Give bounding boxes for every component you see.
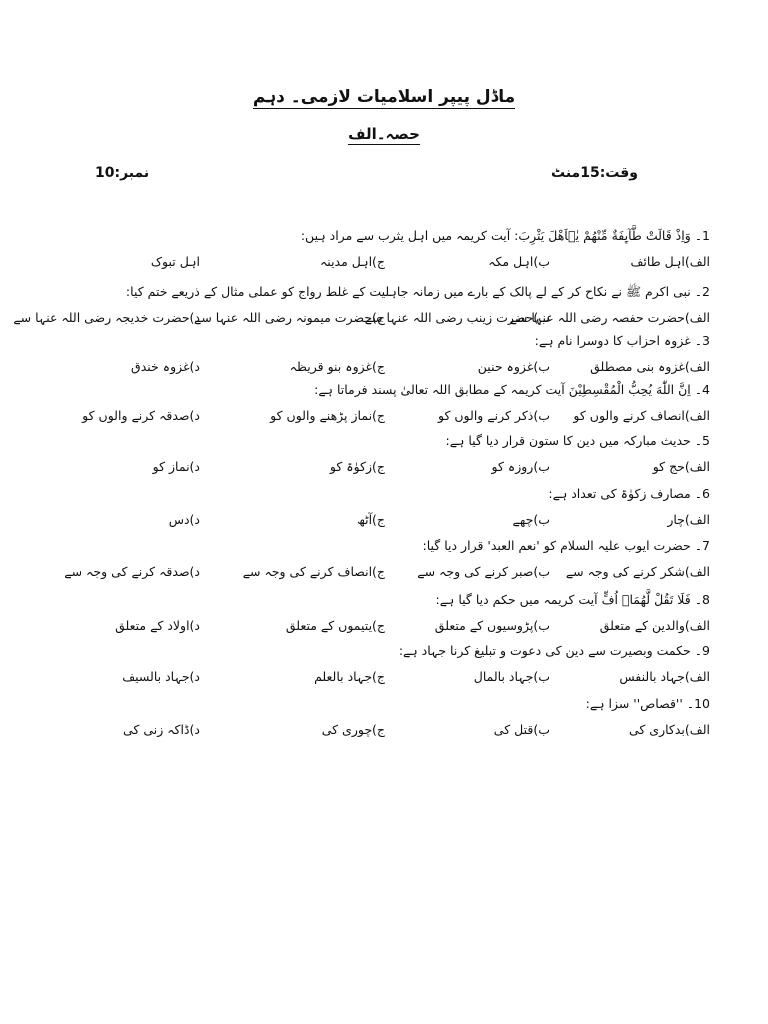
option-2: ب)غزوہ حنین xyxy=(477,359,550,374)
options-row xyxy=(55,618,710,636)
question-text: 5۔ حدیث مبارکہ میں دین کا ستون قرار دیا گیا ہے: xyxy=(445,433,710,448)
option-1: الف)حج کو xyxy=(652,459,710,474)
option-1: الف)حضرت حفصہ رضی اللہ عنہا سے xyxy=(509,310,710,325)
option-4: د)اولاد کے متعلق xyxy=(115,618,200,633)
section-heading: حصہ۔الف xyxy=(348,125,420,143)
option-1: الف)غزوہ بنی مصطلق xyxy=(590,359,710,374)
question-text: 10۔ ''قصاص'' سزا ہے: xyxy=(585,696,710,711)
option-2: ب)جہاد بالمال xyxy=(473,669,550,684)
question-text: 6۔ مصارف زکوٰۃ کی تعداد ہے: xyxy=(548,486,710,501)
options-row xyxy=(55,408,710,426)
options-row xyxy=(55,722,710,740)
question-text: 7۔ حضرت ایوب علیہ السلام کو 'نعم العبد' قرار دیا گیا: xyxy=(422,538,710,553)
option-4: د)ڈاکہ زنی کی xyxy=(122,722,200,737)
option-4: د)جہاد بالسیف xyxy=(122,669,200,684)
option-2: ب)اہل مکہ xyxy=(488,254,550,269)
option-1: الف)جہاد بالنفس xyxy=(619,669,710,684)
option-4: د)صدقہ کرنے والوں کو xyxy=(82,408,200,423)
option-3: ج)زکوٰۃ کو xyxy=(329,459,385,474)
option-3: ج)آٹھ xyxy=(357,512,385,527)
option-4: د)نماز کو xyxy=(152,459,200,474)
options-row xyxy=(55,512,710,530)
option-2: ب)چھے xyxy=(512,512,550,527)
time-allowed: وقت:15منٹ xyxy=(551,165,638,181)
option-1: الف)چار xyxy=(667,512,710,527)
question-text: 4۔ اِنَّ اللّٰهَ یُحِبُّ الْمُقْسِطِیْنَ آیت کریمہ کے مطابق اللہ تعالیٰ پسند فرماتا ہے: xyxy=(314,382,710,397)
option-4: د)دس xyxy=(168,512,200,527)
option-3: ج)نماز پڑھنے والوں کو xyxy=(270,408,385,423)
question-text: 1۔ وَاِذْ قَالَتْ طَّآىِٕفَةٌ مِّنْهُمْ یٰۤاَهْلَ یَثْرِبَ: آیت کریمہ میں اہل یثرب سے مراد ہیں: xyxy=(300,228,710,243)
option-4: د)صدقہ کرنے کی وجہ سے xyxy=(64,564,200,579)
options-row xyxy=(55,254,710,272)
question-text: 9۔ حکمت وبصیرت سے دین کی دعوت و تبلیغ کرنا جہاد ہے: xyxy=(398,643,710,658)
total-marks: نمبر:10 xyxy=(95,165,150,181)
option-2: ب)ذکر کرنے والوں کو xyxy=(438,408,550,423)
question-text: 3۔ غزوہ احزاب کا دوسرا نام ہے: xyxy=(534,333,710,348)
option-1: الف)انصاف کرنے والوں کو xyxy=(573,408,710,423)
options-row xyxy=(55,459,710,477)
option-2: ب)قتل کی xyxy=(493,722,550,737)
paper-title: ماڈل پیپر اسلامیات لازمی۔ دہم xyxy=(252,87,516,107)
option-1: الف)والدین کے متعلق xyxy=(599,618,710,633)
option-3: ج)حضرت میمونہ رضی اللہ عنہا سے xyxy=(194,310,385,325)
option-3: ج)اہل مدینہ xyxy=(319,254,385,269)
option-3: ج)یتیموں کے متعلق xyxy=(285,618,385,633)
option-3: ج)انصاف کرنے کی وجہ سے xyxy=(242,564,385,579)
options-row xyxy=(55,669,710,687)
option-4: اہل تبوک xyxy=(150,254,200,269)
option-2: ب)پڑوسیوں کے متعلق xyxy=(434,618,550,633)
options-row xyxy=(13,310,710,328)
option-4: د)حضرت خدیجہ رضی اللہ عنہا سے xyxy=(13,310,200,325)
option-3: ج)جہاد بالعلم xyxy=(314,669,385,684)
question-text: 8۔ فَلَا تَقُلْ لَّهُمَاۤ اُفٍّ آیت کریمہ میں حکم دیا گیا ہے: xyxy=(435,592,710,607)
option-1: الف)بدکاری کی xyxy=(628,722,710,737)
option-2: ب)حضرت زینب رضی اللہ عنہا سے xyxy=(364,310,550,325)
option-4: د)غزوہ خندق xyxy=(131,359,200,374)
option-3: ج)غزوہ بنو قریظہ xyxy=(289,359,385,374)
option-2: ب)صبر کرنے کی وجہ سے xyxy=(417,564,550,579)
question-text: 2۔ نبی اکرم ﷺ نے نکاح کر کے لے پالک کے بارے میں زمانہ جاہلیت کے غلط رواج کو عملی مثال کے ذریعے ختم کیا: xyxy=(125,284,710,299)
option-1: الف)شکر کرنے کی وجہ سے xyxy=(565,564,710,579)
option-1: الف)اہل طائف xyxy=(630,254,710,269)
options-row xyxy=(55,564,710,582)
option-3: ج)چوری کی xyxy=(321,722,385,737)
option-2: ب)روزہ کو xyxy=(491,459,550,474)
options-row xyxy=(55,359,710,377)
